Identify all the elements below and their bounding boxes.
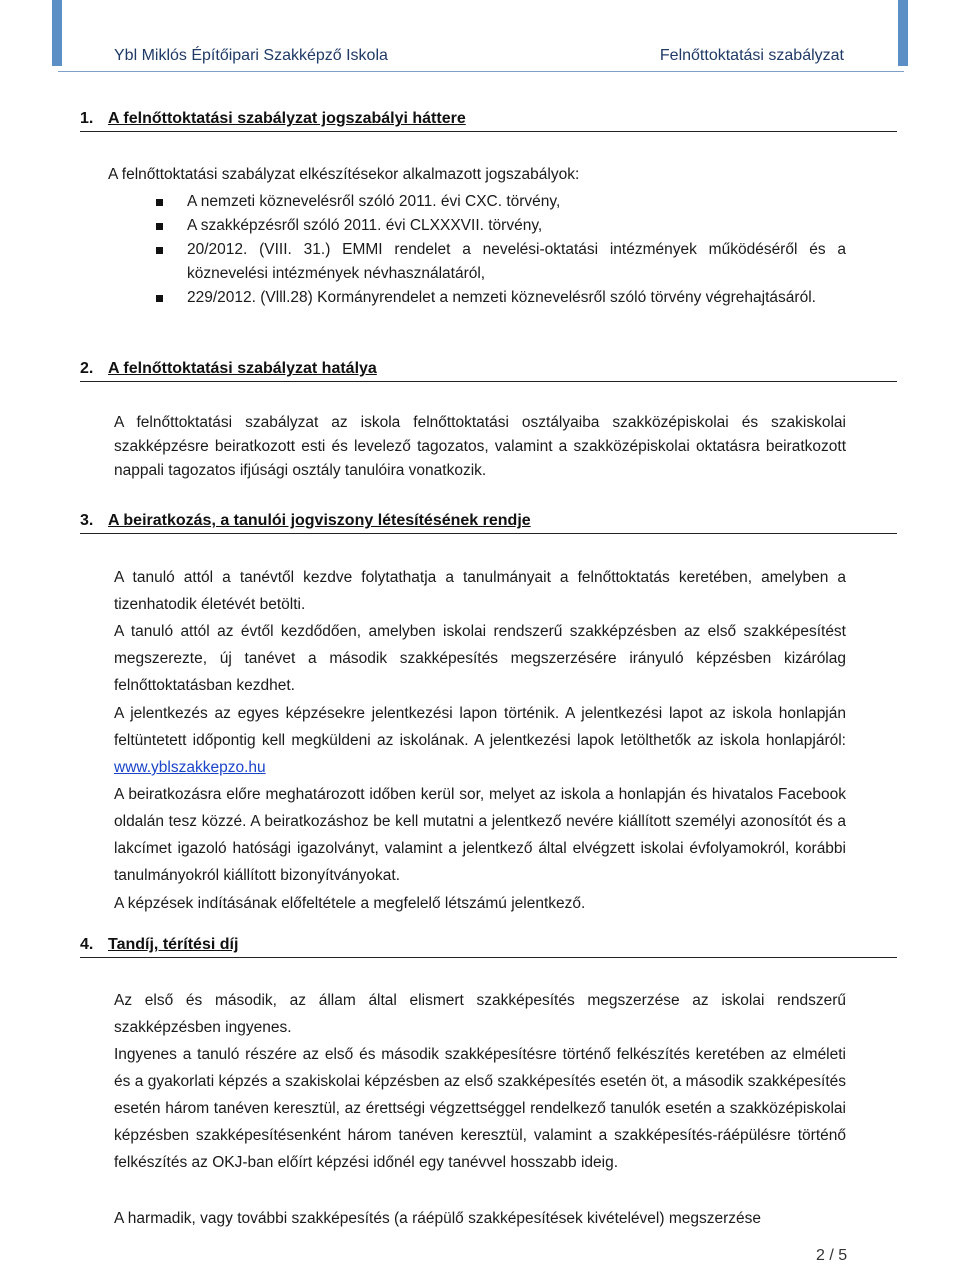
header-document-title: Felnőttoktatási szabályzat [659, 47, 844, 64]
bullet-square-icon [156, 199, 163, 206]
section-2-paragraph: A felnőttoktatási szabályzat az iskola felnőttoktatási osztályaiba szakközépiskolai és szakiskolai szakképzésre beiratkozott esti és levelező tagozatos, valamint a szakközépiskolai oktatásra beiratkozott nappali tagozatos ifjúsági osztály tanulóira vonatkozik. [114, 414, 846, 479]
section-3-paragraph-3: A jelentkezés az egyes képzésekre jelentkezési lapon történik. A jelentkezési lapot az iskola honlapján feltüntetett időpontig kell megküldeni az iskolának. A jelentkezési lapok letölthetők az iskola honlapjáról: www.yblszakkepzo.hu [114, 705, 846, 776]
section-4-title: Tandíj, térítési díj [108, 936, 239, 953]
section-2-number: 2. [80, 360, 94, 377]
section-2-heading [80, 360, 897, 382]
section-1-intro: A felnőttoktatási szabályzat elkészítésekor alkalmazott jogszabályok: [108, 166, 580, 183]
section-3-paragraph-4: A beiratkozásra előre meghatározott időben kerül sor, melyet az iskola a honlapján és hivatalos Facebook oldalán tesz közzé. A beiratkozáshoz be kell mutatni a jelentkező nevére kiállított személyi azonosítót és a lakcímet igazoló hatósági igazolványt, valamint a jelentkező által elvégzett iskolai évfolyamokról, korábbi tanulmányokról kiállított bizonyítványokat. [114, 786, 846, 884]
bullet-square-icon [156, 223, 163, 230]
section-4-number: 4. [80, 936, 94, 953]
list-item: 229/2012. (Vlll.28) Kormányrendelet a nemzeti köznevelésről szóló törvény végrehajtásáról. [156, 286, 846, 310]
section-4-paragraph-3: A harmadik, vagy további szakképesítés (a ráépülő szakképesítések kivételével) megszerzése [114, 1210, 762, 1227]
school-website-link[interactable]: www.yblszakkepzo.hu [114, 759, 266, 776]
list-item: A szakképzésről szóló 2011. évi CLXXXVII. törvény, [156, 214, 846, 238]
section-1-number: 1. [80, 110, 94, 127]
section-4-heading [80, 936, 897, 958]
section-3-paragraph-2: A tanuló attól az évtől kezdődően, amelyben iskolai rendszerű szakképzésben az első szakképesítést megszerezte, új tanévet a második szakképesítés megszerzésére irányuló képzésben kizárólag felnőttoktatásban kezdhet. [114, 623, 846, 694]
section-2-title: A felnőttoktatási szabályzat hatálya [108, 360, 377, 377]
section-3-number: 3. [80, 512, 94, 529]
header-rule [58, 71, 904, 72]
list-item: 20/2012. (VIII. 31.) EMMI rendelet a nevelési-oktatási intézmények működéséről és a köznevelési intézmények névhasználatáról, [156, 238, 846, 286]
section-4-paragraph-2: Ingyenes a tanuló részére az első és második szakképesítésre történő felkészítés keretében az elméleti és a gyakorlati képzés a szakiskolai képzésben az első szakképesítés esetén öt, a második szakképesítés esetén három tanéven keresztül, az érettségi végzettséggel rendelkező tanulók esetén a szakközépiskolai képzésben szakképesítésenként három tanéven keresztül, valamint a szakképesítés-ráépülésre történő felkészítés az OKJ-ban előírt képzési időnél egy tanévvel hosszabb ideig. [114, 1046, 846, 1171]
page-number: 2 / 5 [816, 1247, 848, 1264]
header-left-accent-bar [52, 0, 62, 66]
header-school-name: Ybl Miklós Építőipari Szakképző Iskola [114, 47, 388, 64]
section-3-paragraph-5: A képzések indításának előfeltétele a megfelelő létszámú jelentkező. [114, 895, 586, 912]
section-4-paragraph-1: Az első és második, az állam által elismert szakképesítés megszerzése az iskolai rendszerű szakképzésben ingyenes. [114, 992, 846, 1036]
header-right-accent-bar [898, 0, 908, 66]
bullet-square-icon [156, 247, 163, 254]
legal-basis-list [156, 190, 846, 310]
list-item: A nemzeti köznevelésről szóló 2011. évi CXC. törvény, [156, 190, 846, 214]
section-1-title: A felnőttoktatási szabályzat jogszabályi háttere [108, 110, 466, 127]
section-3-paragraph-1: A tanuló attól a tanévtől kezdve folytathatja a tanulmányait a felnőttoktatás keretében, amelyben a tizenhatodik életévét betölti. [114, 569, 846, 613]
section-1-heading [80, 110, 897, 132]
bullet-square-icon [156, 295, 163, 302]
section-3-heading [80, 512, 897, 534]
section-3-title: A beiratkozás, a tanulói jogviszony létesítésének rendje [108, 512, 531, 529]
